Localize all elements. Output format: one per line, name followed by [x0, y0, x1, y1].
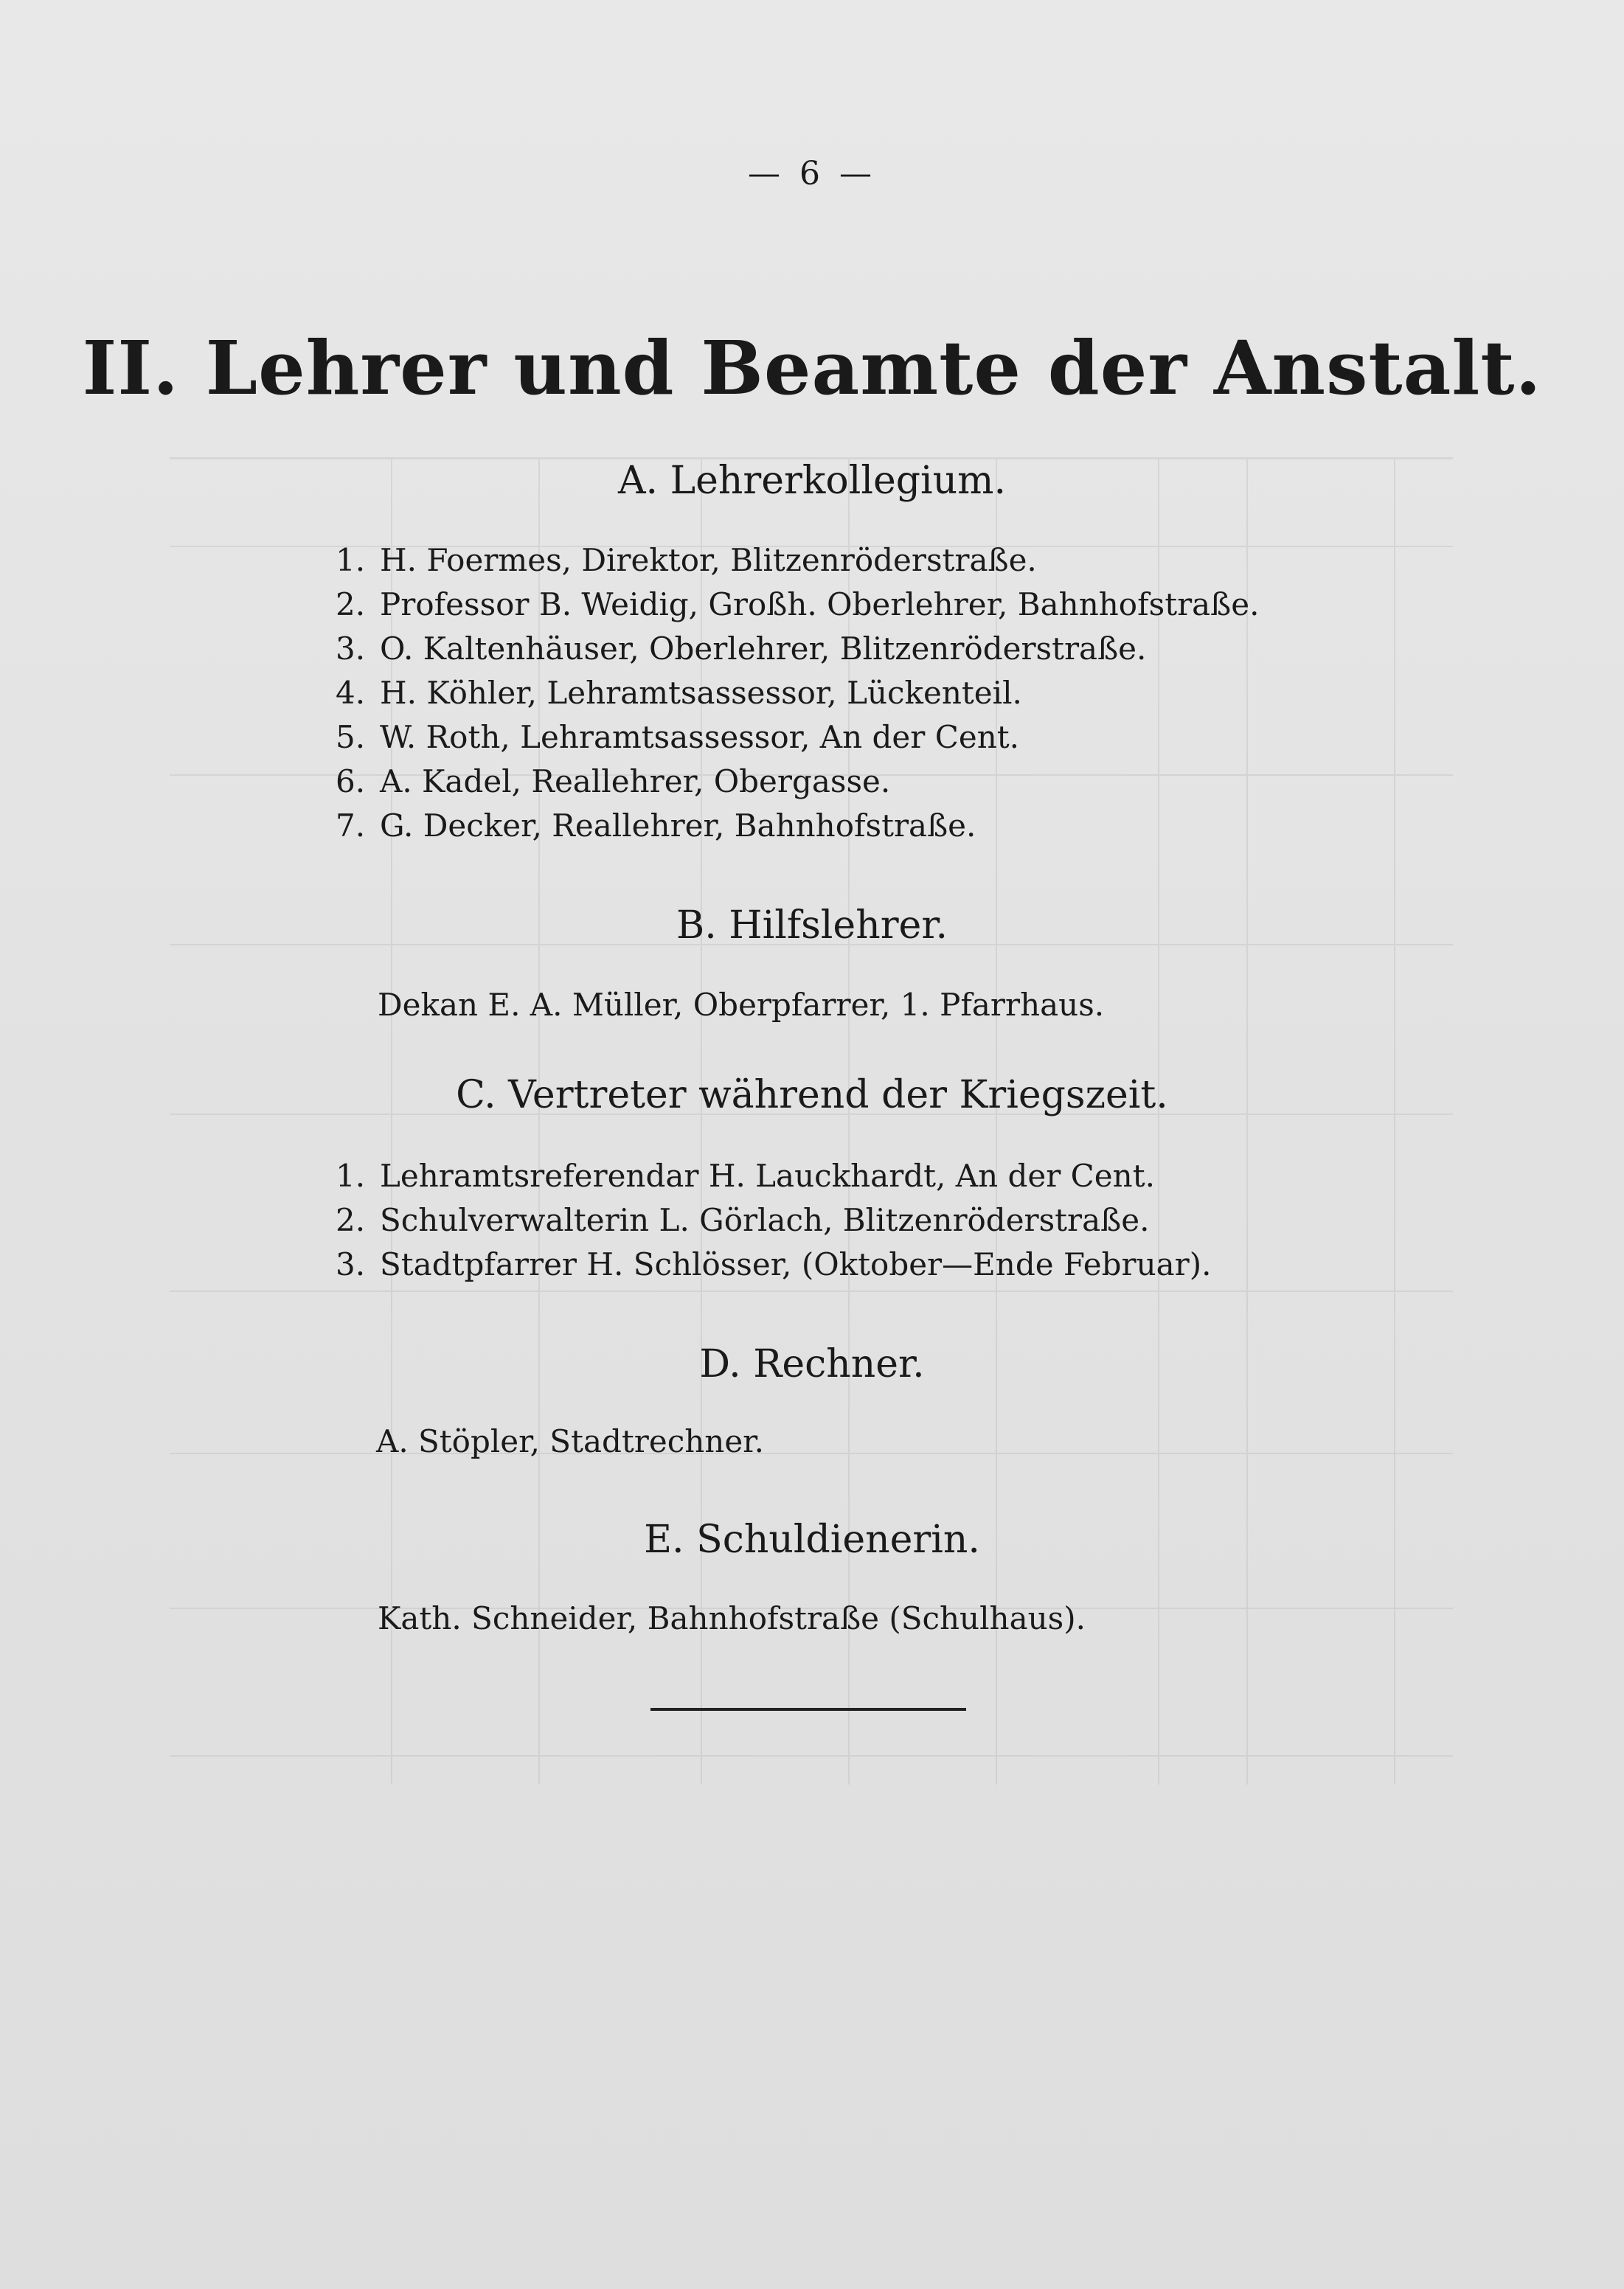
- list-item: [336, 1202, 1149, 1238]
- list-item-text: W. Roth, Lehramtsassessor, An der Cent.: [380, 719, 1019, 755]
- rechner-entry: A. Stöpler, Stadtrechner.: [376, 1423, 764, 1459]
- list-item-text: Professor B. Weidig, Großh. Oberlehrer, Bahnhofstraße.: [380, 586, 1260, 622]
- list-item-number: 7.: [336, 807, 366, 844]
- list-item: [336, 675, 1022, 711]
- list-item-number: 6.: [336, 763, 366, 799]
- closing-rule: [650, 1708, 966, 1711]
- list-item-text: O. Kaltenhäuser, Oberlehrer, Blitzenröderstraße.: [380, 631, 1147, 667]
- list-item-text: Stadtpfarrer H. Schlösser, (Oktober—Ende Februar).: [380, 1246, 1212, 1282]
- page-title: II. Lehrer und Beamte der Anstalt.: [82, 324, 1542, 411]
- list-item: [336, 807, 976, 844]
- section-heading-vertreter: C. Vertreter während der Kriegszeit.: [456, 1073, 1168, 1117]
- list-item-text: Schulverwalterin L. Görlach, Blitzenröderstraße.: [380, 1202, 1150, 1238]
- page-number: — 6 —: [748, 155, 876, 192]
- section-heading-lehrerkollegium: A. Lehrerkollegium.: [618, 459, 1006, 503]
- list-item-number: 4.: [336, 675, 366, 711]
- list-item: [336, 1158, 1155, 1194]
- list-item: [336, 586, 1259, 622]
- list-item-number: 1.: [336, 542, 366, 578]
- section-heading-schuldienerin: E. Schuldienerin.: [644, 1518, 980, 1562]
- list-item-text: A. Kadel, Reallehrer, Obergasse.: [380, 763, 891, 799]
- list-item-text: Lehramtsreferendar H. Lauckhardt, An der Cent.: [380, 1158, 1155, 1194]
- list-item-text: H. Foermes, Direktor, Blitzenröderstraße.: [380, 542, 1037, 578]
- list-item: [336, 1246, 1212, 1282]
- section-heading-hilfslehrer: B. Hilfslehrer.: [676, 903, 948, 948]
- list-item-number: 2.: [336, 586, 366, 622]
- list-item: [336, 763, 890, 799]
- list-item-number: 2.: [336, 1202, 366, 1238]
- list-item-number: 1.: [336, 1158, 366, 1194]
- hilfslehrer-entry: Dekan E. A. Müller, Oberpfarrer, 1. Pfarrhaus.: [378, 987, 1105, 1023]
- list-item-number: 3.: [336, 1246, 366, 1282]
- list-item-text: G. Decker, Reallehrer, Bahnhofstraße.: [380, 807, 976, 844]
- list-item: [336, 542, 1037, 578]
- list-item-number: 3.: [336, 631, 366, 667]
- list-item-number: 5.: [336, 719, 366, 755]
- list-item: [336, 631, 1146, 667]
- schuldienerin-entry: Kath. Schneider, Bahnhofstraße (Schulhaus).: [378, 1600, 1086, 1636]
- list-item: [336, 719, 1019, 755]
- section-heading-rechner: D. Rechner.: [699, 1342, 925, 1386]
- list-item-text: H. Köhler, Lehramtsassessor, Lückenteil.: [380, 675, 1022, 711]
